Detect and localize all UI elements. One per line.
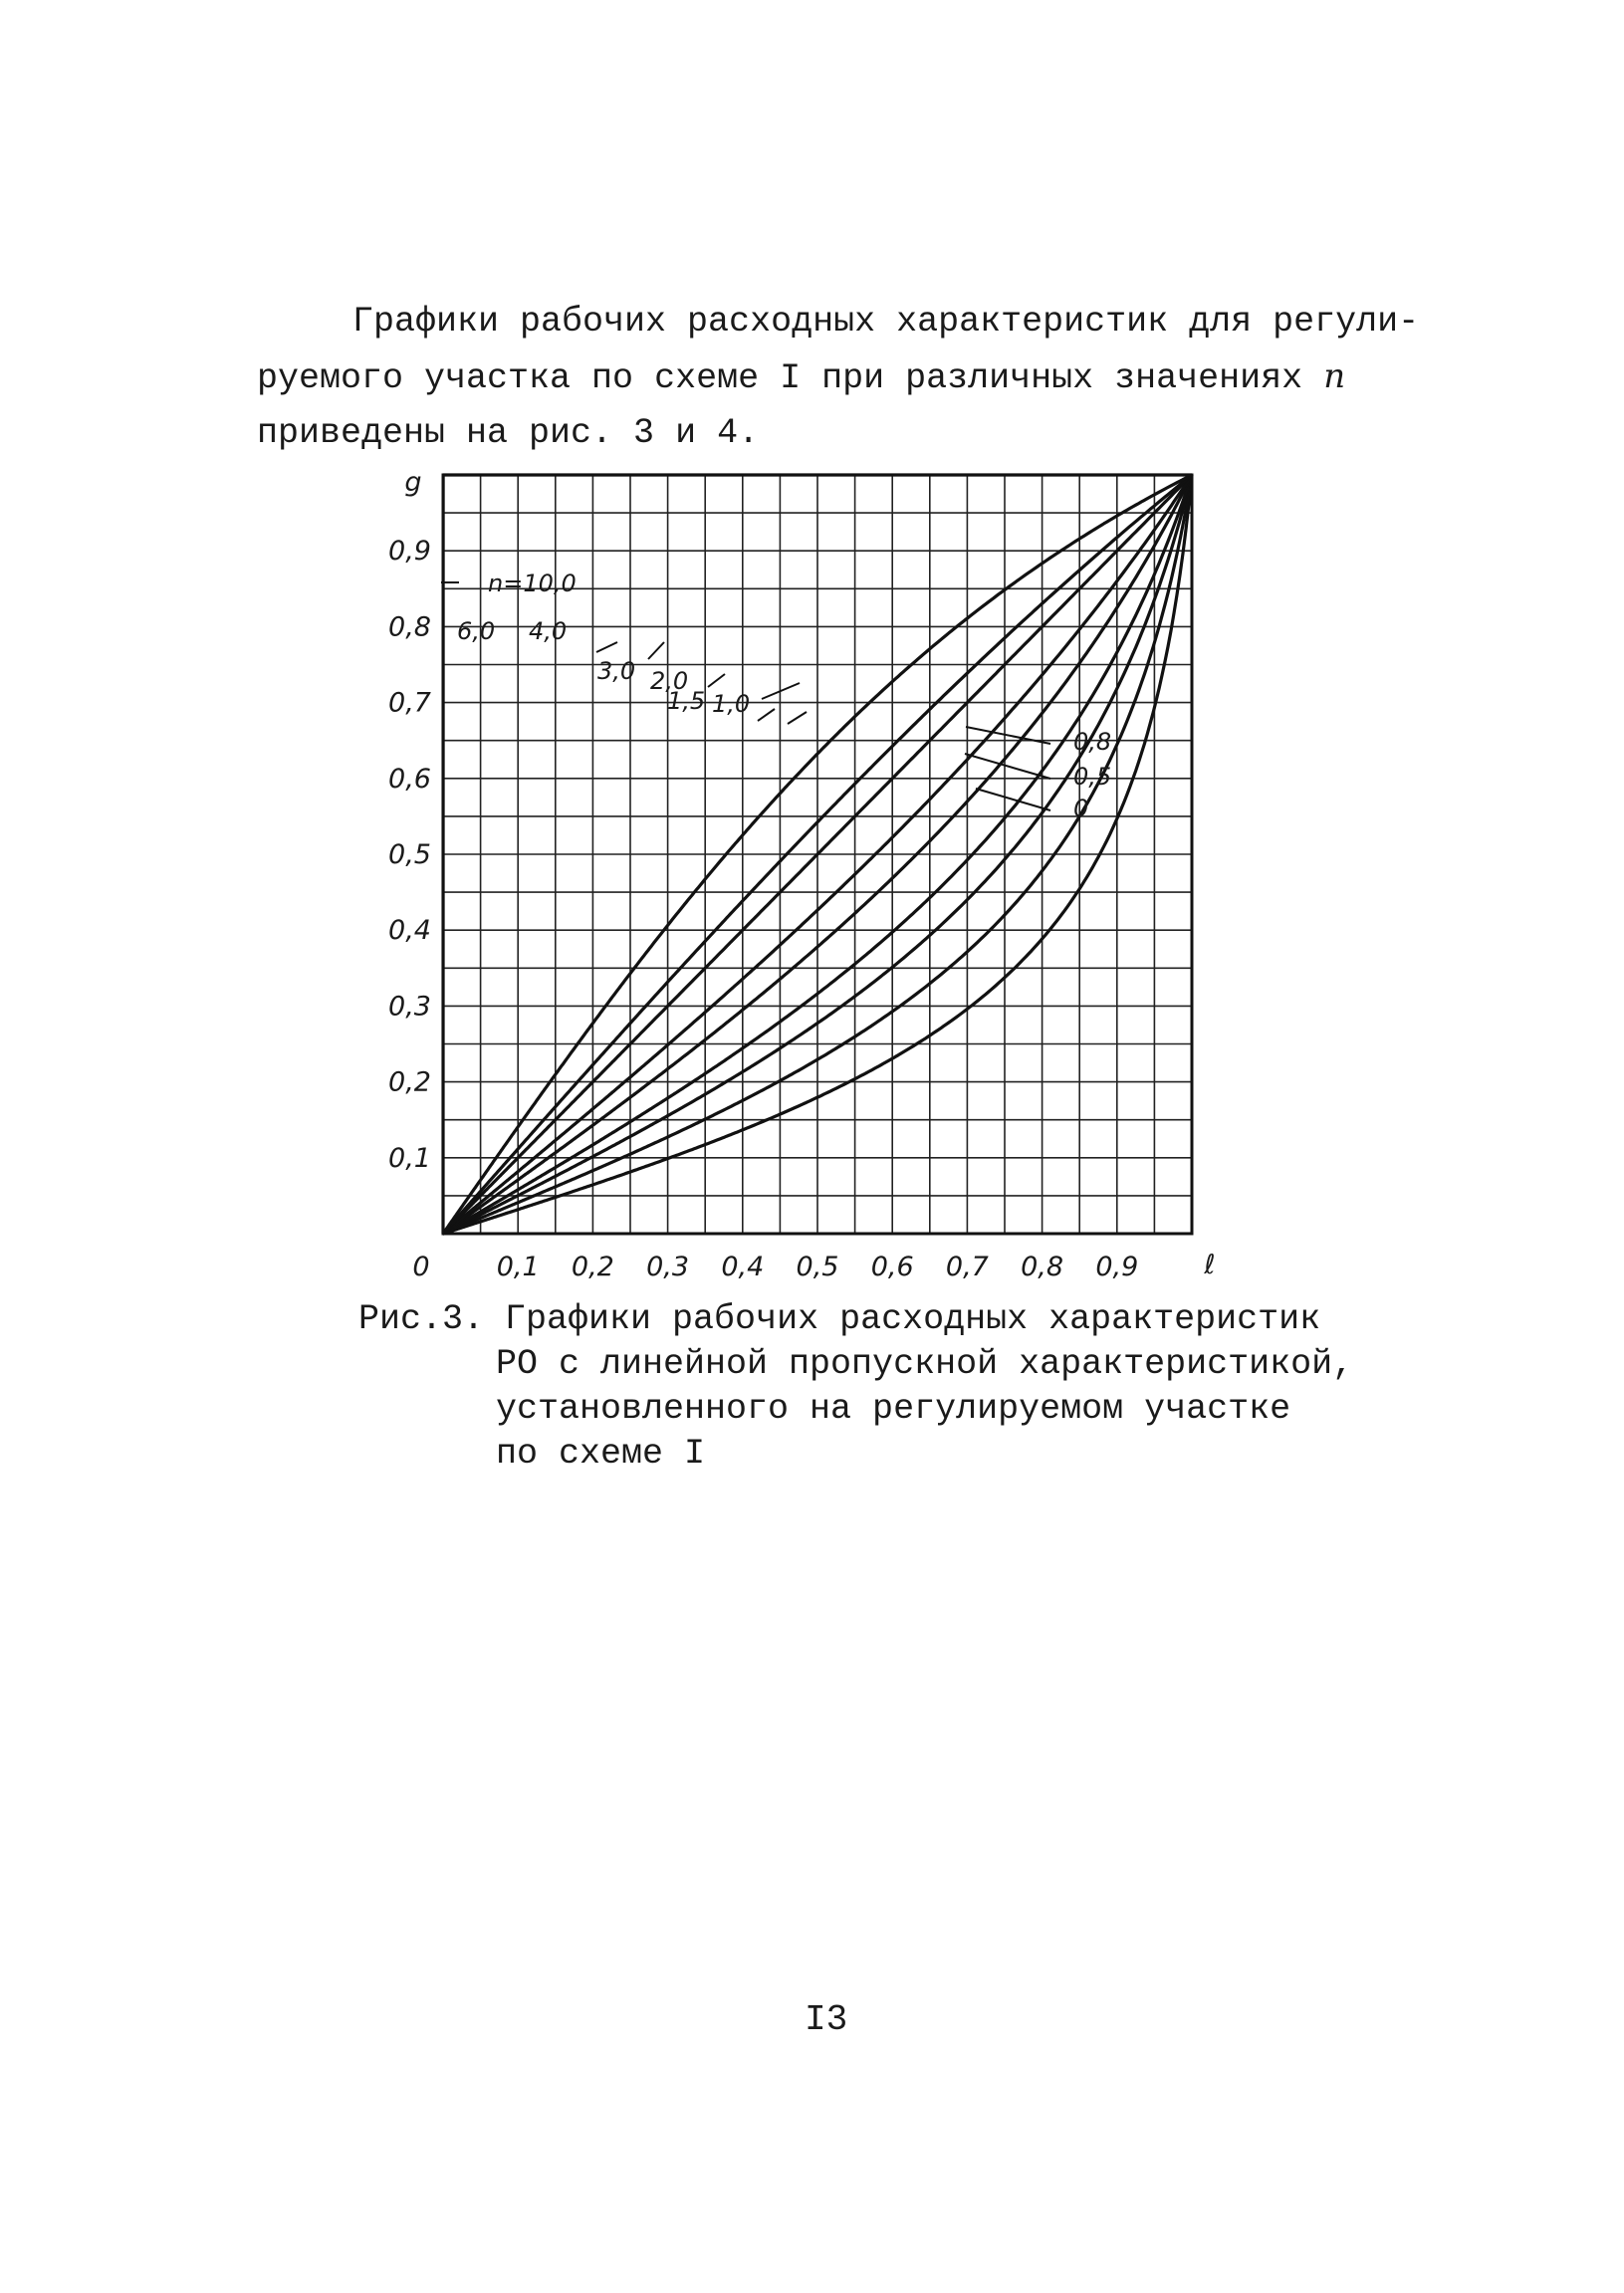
y-tick-label: 0,1 bbox=[388, 1142, 431, 1174]
intro-line-3: приведены на рис. 3 и 4. bbox=[257, 413, 760, 453]
x-tick-label: 0,5 bbox=[796, 1252, 839, 1282]
y-axis-label: g bbox=[404, 467, 422, 498]
curve-label-10: n=10,0 bbox=[488, 570, 577, 597]
curve-leader-line bbox=[708, 674, 725, 687]
curve-label-1: 1,0 bbox=[712, 690, 751, 718]
figure-caption bbox=[358, 1297, 1353, 1477]
x-tick-label: 0 bbox=[412, 1252, 430, 1282]
x-tick-label: 0,1 bbox=[496, 1252, 540, 1282]
y-tick-label: 0,2 bbox=[388, 1066, 431, 1098]
curve-label-3: 3,0 bbox=[597, 657, 636, 685]
y-tick-label: 0,6 bbox=[388, 763, 431, 795]
curve-label-6: 6,0 bbox=[457, 617, 496, 645]
curve-leader-line bbox=[788, 712, 807, 724]
curve-label-1-5: 1,5 bbox=[667, 687, 706, 715]
y-tick-label: 0,8 bbox=[388, 611, 431, 643]
caption-line-3: установленного на регулируемом участке bbox=[496, 1389, 1291, 1429]
flow-characteristic-chart bbox=[368, 453, 1245, 1289]
curve-label-0-5: 0,5 bbox=[1073, 763, 1112, 791]
y-tick-label: 0,7 bbox=[388, 687, 431, 719]
x-axis-label: ℓ bbox=[1204, 1250, 1216, 1280]
x-tick-label: 0,8 bbox=[1021, 1252, 1064, 1282]
caption-line-1: Рис.3. Графики рабочих расходных характеристик bbox=[358, 1299, 1321, 1339]
curve-label-0: 0 bbox=[1073, 795, 1089, 822]
x-tick-label: 0,6 bbox=[870, 1252, 914, 1282]
x-tick-label: 0,2 bbox=[571, 1252, 614, 1282]
intro-paragraph bbox=[257, 295, 1420, 461]
page-number: I3 bbox=[805, 1999, 848, 2040]
caption-line-2: РО с линейной пропускной характеристикой, bbox=[496, 1344, 1354, 1384]
intro-line-2 bbox=[257, 349, 1372, 406]
curve-label-4: 4,0 bbox=[529, 617, 568, 645]
curve-label-0-8: 0,8 bbox=[1073, 728, 1112, 756]
y-tick-label: 0,5 bbox=[388, 839, 431, 870]
x-tick-label: 0,3 bbox=[646, 1252, 690, 1282]
caption-line-4: по схеме I bbox=[496, 1434, 706, 1474]
y-tick-label: 0,4 bbox=[388, 915, 431, 947]
curve-leader-line bbox=[758, 709, 775, 721]
curve-leader-line bbox=[596, 642, 617, 652]
x-tick-label: 0,4 bbox=[721, 1252, 765, 1282]
y-tick-label: 0,3 bbox=[388, 991, 431, 1023]
curve-leader-line bbox=[648, 642, 664, 659]
y-tick-label: 0,9 bbox=[388, 536, 431, 568]
intro-line-1: Графики рабочих расходных характеристик для регули- bbox=[352, 302, 1420, 342]
intro-line-2-text: руемого участка по схеме I при различных значениях bbox=[257, 358, 1324, 398]
curve-label-2: 2,0 bbox=[650, 667, 689, 695]
x-tick-label: 0,7 bbox=[945, 1252, 989, 1282]
x-tick-label: 0,9 bbox=[1095, 1252, 1139, 1282]
n-symbol: n bbox=[1323, 356, 1346, 396]
